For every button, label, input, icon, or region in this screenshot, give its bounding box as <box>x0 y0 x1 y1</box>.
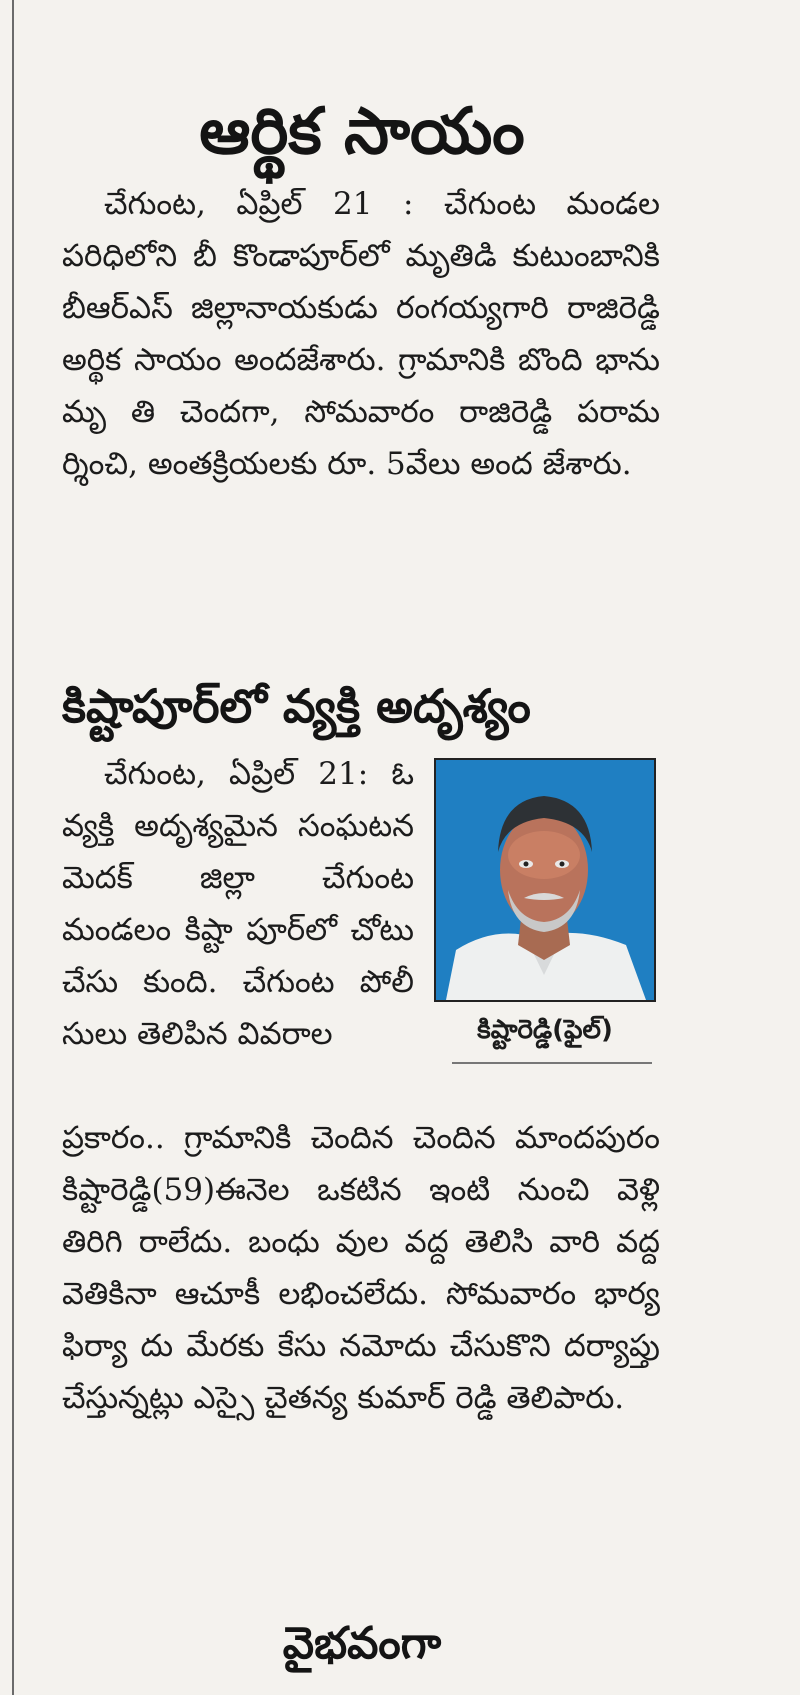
article-missing-person-body: ప్రకారం.. గ్రామానికి చెందిన చెందిన మాందపురం కిష్టారెడ్డి(59)ఈనెల ఒకటిన ఇంటి నుంచి వెళ్లి తిరిగి రాలేదు. బంధు వుల వద్ద తెలిసి వారి వద్ద వెతికినా ఆచూకీ లభించలేదు. సోమవారం భార్య ఫిర్యా దు మేరకు కేసు నమోదు చేసుకొని దర్యాప్తు చేస్తున్నట్లు ఎస్సై చైతన్య కుమార్ రెడ్డి తెలిపారు. <box>62 1120 660 1416</box>
article-financial-aid-body: చేగుంట, ఏప్రిల్ 21 : చేగుంట మండల పరిధిలోని బీ కొండాపూర్‌లో మృతిడి కుటుంబానికి బీఆర్ఎస్ జిల్లానాయకుడు రంగయ్యగారి రాజిరెడ్డి అర్థిక సాయం అందజేశారు. గ్రామానికి బొంది భాను మృ తి చెందగా, సోమవారం రాజిరెడ్డి పరామ ర్శించి, అంతక్రియలకు రూ. 5వేలు అంద జేశారు. <box>62 186 660 482</box>
column-divider <box>12 0 14 1695</box>
caption-divider <box>452 1062 652 1064</box>
missing-person-photo <box>434 758 656 1002</box>
photo-caption: కిష్టారెడ్డి(ఫైల్) <box>477 1015 613 1045</box>
headline-grand-celebration: వైభవంగా <box>282 1618 442 1669</box>
headline-financial-aid: ఆర్థిక సాయం <box>199 95 525 169</box>
article-missing-person-lead: చేగుంట, ఏప్రిల్ 21: ఓ వ్యక్తి అదృశ్యమైన సంఘటన మెదక్ జిల్లా చేగుంట మండలం కిష్టా పూర్‌లో చోటు చేసు కుంది. చేగుంట పోలీ సులు తెలిపిన వివరాల <box>62 756 414 1052</box>
headline-missing-person: కిష్టాపూర్‌లో వ్యక్తి అదృశ్యం <box>62 679 531 733</box>
